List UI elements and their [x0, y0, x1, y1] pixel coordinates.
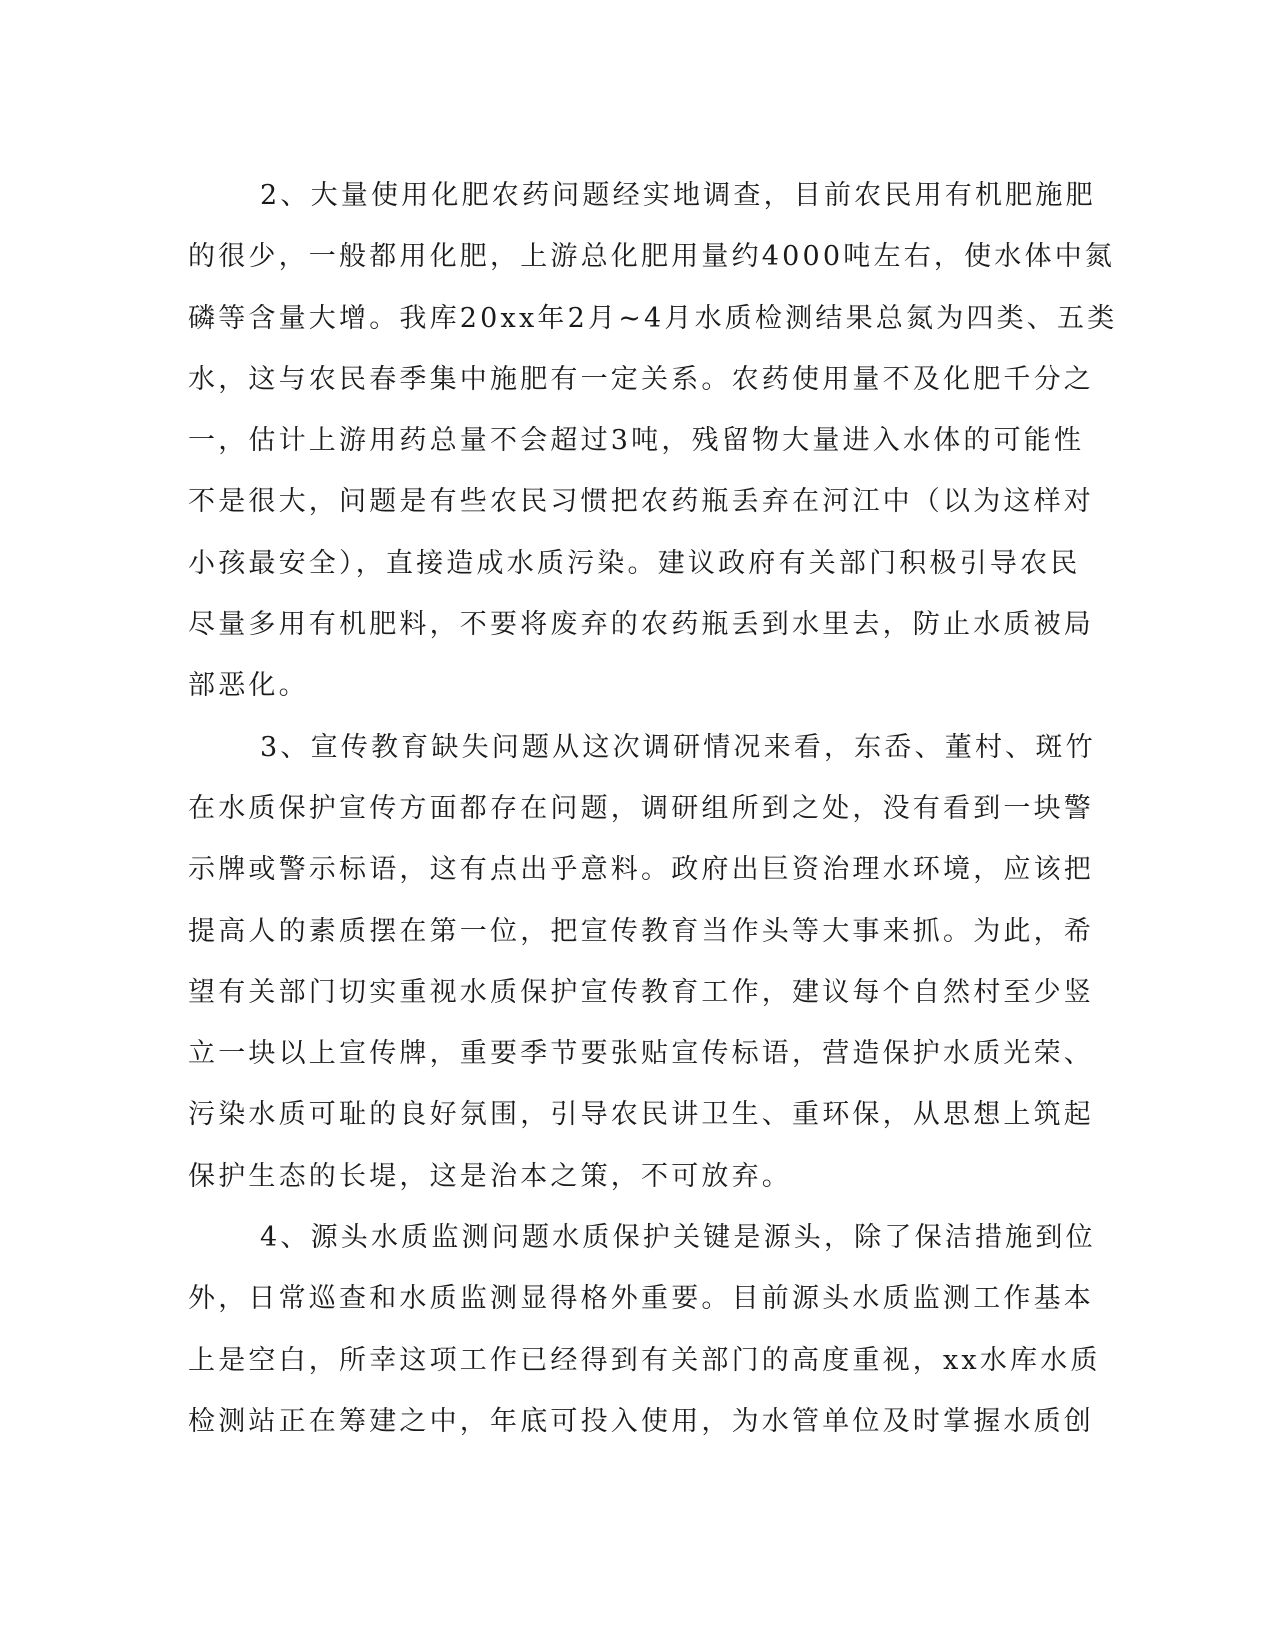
paragraph-3-line-4: 提高人的素质摆在第一位，把宣传教育当作头等大事来抓。为此，希	[188, 915, 1094, 947]
paragraph-3-line-2: 在水质保护宣传方面都存在问题，调研组所到之处，没有看到一块警	[188, 792, 1094, 824]
paragraph-4-line-1: 4、源头水质监测问题水质保护关键是源头，除了保洁措施到位	[260, 1222, 1096, 1254]
paragraph-4-line-2: 外，日常巡查和水质监测显得格外重要。目前源头水质监测工作基本	[188, 1283, 1094, 1315]
paragraph-3-line-5: 望有关部门切实重视水质保护宣传教育工作，建议每个自然村至少竖	[188, 976, 1094, 1008]
paragraph-2-line-2: 的很少，一般都用化肥，上游总化肥用量约4000吨左右，使水体中氮	[188, 241, 1116, 273]
paragraph-2-line-7: 小孩最安全），直接造成水质污染。建议政府有关部门积极引导农民	[188, 547, 1081, 579]
paragraph-3-line-8: 保护生态的长堤，这是治本之策，不可放弃。	[188, 1160, 792, 1192]
paragraph-3-line-1: 3、宣传教育缺失问题从这次调研情况来看，东岙、董村、斑竹	[260, 731, 1096, 763]
paragraph-3-line-3: 示牌或警示标语，这有点出乎意料。政府出巨资治理水环境，应该把	[188, 854, 1094, 886]
paragraph-2-line-1: 2、大量使用化肥农药问题经实地调查，目前农民用有机肥施肥	[260, 180, 1096, 211]
paragraph-2-line-3: 磷等含量大增。我库20xx年2月~4月水质检测结果总氮为四类、五类	[188, 302, 1118, 334]
paragraph-3-line-7: 污染水质可耻的良好氛围，引导农民讲卫生、重环保，从思想上筑起	[188, 1099, 1094, 1131]
document-body	[188, 165, 1118, 1452]
paragraph-2-line-9: 部恶化。	[188, 670, 309, 702]
paragraph-2-line-6: 不是很大，问题是有些农民习惯把农药瓶丢弃在河江中（以为这样对	[188, 486, 1094, 518]
paragraph-2-line-8: 尽量多用有机肥料，不要将废弃的农药瓶丢到水里去，防止水质被局	[188, 609, 1094, 641]
paragraph-4-line-3: 上是空白，所幸这项工作已经得到有关部门的高度重视，xx水库水质	[188, 1344, 1101, 1376]
paragraph-2-line-5: 一，估计上游用药总量不会超过3吨，残留物大量进入水体的可能性	[188, 425, 1085, 457]
paragraph-2-line-4: 水，这与农民春季集中施肥有一定关系。农药使用量不及化肥千分之	[188, 363, 1094, 395]
paragraph-4-line-4: 检测站正在筹建之中，年底可投入使用，为水管单位及时掌握水质创	[188, 1405, 1094, 1437]
paragraph-3-line-6: 立一块以上宣传牌，重要季节要张贴宣传标语，营造保护水质光荣、	[188, 1038, 1094, 1070]
